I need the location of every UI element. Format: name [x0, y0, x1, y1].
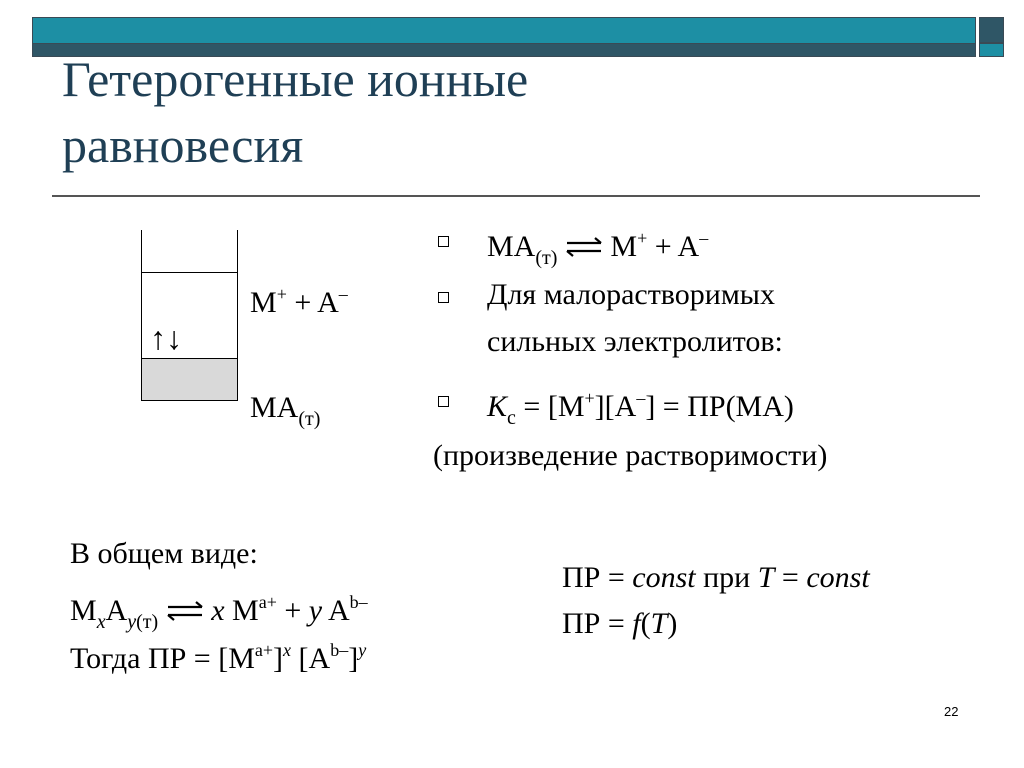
beaker-solid-label: $MA_{(т)}$	[250, 391, 321, 430]
general-solubility-product-formula: Тогда ПР = $[M^{a+}]^x$ $[A^{b-}]^y$	[70, 640, 367, 675]
title-divider	[52, 195, 980, 197]
bullet-kc-formula: $K_c = [M^+][A^-] = ПР(MA)$	[487, 388, 794, 429]
bullet-equilibrium: $MA_{(т)}$ M+ + A–	[487, 228, 709, 269]
sp-temperature-function: ПР = f(T)	[562, 607, 678, 640]
page-number: 22	[944, 704, 959, 719]
beaker-precipitate	[142, 358, 237, 401]
bullet-electrolytes-line2: сильных электролитов:	[487, 325, 783, 358]
header-corner-block	[979, 17, 1004, 43]
header-corner-block-lower	[979, 43, 1004, 57]
reversible-arrow-icon	[166, 600, 204, 622]
solubility-product-note: (произведение растворимости)	[433, 439, 828, 472]
bullet-electrolytes-line1: Для малорастворимых	[487, 278, 775, 311]
beaker-right-wall	[237, 230, 238, 401]
general-form-heading: В общем виде:	[70, 537, 258, 570]
reversible-arrow-icon	[565, 236, 603, 258]
beaker-solution-level	[141, 272, 238, 273]
general-equilibrium-formula: $M_xA_{y(т)}$ x $M^{a+} + y$ $A^{b-}$	[70, 592, 368, 633]
slide-title	[62, 46, 942, 178]
bullet-marker	[438, 396, 449, 407]
sp-constant-statement: ПР = const при T = const	[562, 561, 870, 594]
bullet-marker	[438, 236, 449, 247]
slide-title-line2: равновесия	[62, 117, 304, 173]
beaker-bottom	[141, 400, 238, 401]
bullet-marker	[438, 292, 449, 303]
beaker-ions-label: M+ + A–	[250, 284, 348, 319]
slide-title-line1: Гетерогенные ионные	[62, 51, 529, 107]
equilibrium-arrows-icon: ↑↓	[150, 320, 182, 356]
